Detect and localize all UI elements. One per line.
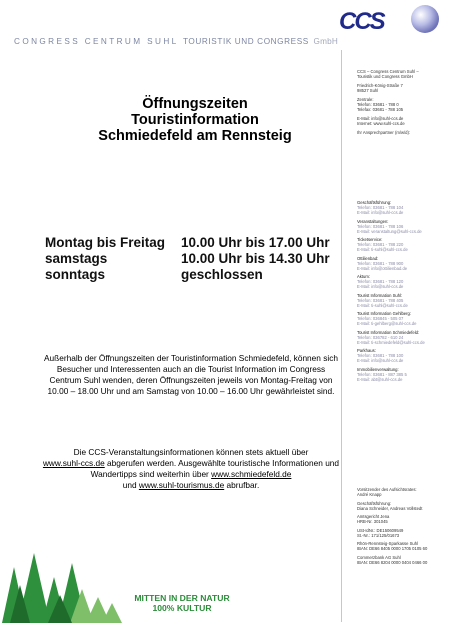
legal-block (357, 528, 447, 538)
contact-block (357, 274, 447, 289)
contact-block (357, 256, 447, 271)
contact-phone: Telefon: 03681 - 788 405 (357, 297, 404, 303)
contact-phone: Telefon: 03681 - 788 900 (357, 260, 404, 266)
contact-label: Tourist Information Schmiedefeld: (357, 329, 420, 335)
address-line: Zentrale: (357, 97, 374, 102)
hours-row (45, 251, 330, 267)
hours-time: 10.00 Uhr bis 17.00 Uhr (181, 235, 330, 250)
info-paragraph: Außerhalb der Öffnungszeiten der Touristinformation Schmiedefeld, können sich Besucher und Interessenten auch an die Tourist Information im Congress Centrum Suhl wenden, deren Öffnungszeiten jeweils von Montag-Freitag von 10.00 – 18.00 Uhr und am Samstag von 10.00 – 16.00 Uhr gewährleistet sind. (44, 353, 338, 396)
legal-block (357, 514, 447, 524)
title-line-2: Touristinformation (131, 112, 259, 128)
address-line: Internet: www.suhl-ccs.de (357, 121, 405, 126)
legal-line: HRB-Nr. 301045 (357, 519, 388, 524)
slogan-line-2: 100% KULTUR (152, 603, 212, 613)
legal-block (357, 501, 447, 511)
svg-text:CCS: CCS (339, 8, 384, 35)
legal-line: St.-Nr.: 171/125/01673 (357, 532, 400, 538)
contact-phone: Telefon: 03681 - 788 100 (357, 353, 404, 358)
legal-line: Rhön-Rennsteig-Sparkasse Suhl (357, 541, 418, 546)
contact-label: Tourist Information Suhl: (357, 292, 403, 298)
legal-line: Diana Schneider, Andreas Vollstedt (357, 505, 423, 511)
contact-block (357, 219, 447, 234)
address-line: 98527 Suhl (357, 88, 379, 93)
header-brand-line (14, 37, 374, 46)
legal-block (357, 487, 447, 497)
contact-email: E-Mail: info@suhl-ccs.de (357, 284, 404, 289)
hours-row (45, 235, 330, 251)
contact-phone: Telefon: 03681 - 788 106 (357, 223, 404, 229)
legal-line: IBAN: DE66 8405 0000 1705 0105 60 (357, 546, 428, 551)
address-line: Ihr Ansprechpartner (m/w/d): (357, 130, 411, 135)
link-schmiedefeld[interactable]: www.schmiedefeld.de (211, 469, 292, 479)
contact-email: E-Mail: info@ottilienbad.de (357, 265, 408, 271)
contact-phone: Telefon: 03681 - 788 120 (357, 279, 404, 284)
slogan (122, 593, 242, 613)
contact-email: E-Mail: ti-suhl@suhl-ccs.de (357, 302, 408, 308)
hours-day: sonntags (45, 267, 106, 282)
contact-email: E-Mail: veranstaltung@suhl-ccs.de (357, 228, 422, 234)
brand-name: CONGRESS CENTRUM SUHL (14, 37, 179, 46)
contact-label: Geschäftsführung: (357, 200, 392, 205)
hours-row (45, 267, 330, 283)
contact-phone: Telefon: 036782 - 610 24 (357, 334, 404, 340)
contact-label: Tourist Information Gehlberg: (357, 311, 411, 316)
link-suhl-tourismus[interactable]: www.suhl-tourismus.de (138, 480, 225, 490)
contact-label: Ottilienbad: (357, 255, 379, 261)
contact-label: Aktum: (357, 274, 371, 279)
link-suhl-ccs[interactable]: www.suhl-ccs.de (42, 458, 105, 468)
address-line: E-Mail: info@suhl-ccs.de (357, 116, 404, 121)
links-text: Die CCS-Veranstaltungsinformationen können stets aktuell über (73, 447, 309, 457)
contact-email: E-Mail: info@suhl-ccs.de (357, 358, 404, 363)
address-line: Touristik und Congress GmbH (357, 74, 413, 79)
contact-block (357, 348, 447, 363)
address-line: CCS – Congress Centrum Suhl – (357, 69, 419, 74)
legal-line: Vorsitzender des Aufsichtsrates: (357, 487, 417, 492)
title-line-1: Öffnungszeiten (142, 96, 248, 112)
sidebar-contacts (357, 200, 447, 385)
contact-block (357, 237, 447, 252)
legal-line: André Knapp (357, 492, 382, 497)
contact-phone: Telefon: 03681 - 788 104 (357, 205, 404, 210)
ccs-logo (331, 2, 443, 38)
page-title (60, 96, 330, 144)
contact-phone: Telefon: 036845 - 505 07 (357, 316, 404, 321)
sidebar-address (357, 69, 447, 135)
links-text: abrufbar. (224, 480, 260, 490)
company-suffix: GmbH (313, 37, 338, 46)
contact-label: Parkhaus: (357, 348, 376, 353)
hours-time: 10.00 Uhr bis 14.30 Uhr (181, 251, 330, 266)
hours-time: geschlossen (181, 267, 263, 282)
contact-email: E-Mail: ti-gehlberg@suhl-ccs.de (357, 321, 417, 326)
legal-line: IBAN: DE66 8204 0000 0404 0466 00 (357, 559, 428, 565)
links-paragraph (42, 447, 340, 491)
contact-phone: Telefon: 03681 - 788 220 (357, 242, 404, 247)
legal-line: USt-IdNr.: DE150609549 (357, 527, 404, 533)
contact-email: E-Mail: ti-suhl@suhl-ccs.de (357, 247, 408, 252)
links-text: abgerufen werden. Ausgewählte touristische Informationen und Wandertipps sind weiterhin über (90, 458, 340, 479)
legal-line: Geschäftsführung: (357, 500, 392, 506)
title-line-3: Schmiedefeld am Rennsteig (98, 128, 292, 144)
contact-block (357, 367, 447, 382)
contact-label: Immobilienverwaltung: (357, 366, 399, 372)
contact-email: E-Mail: ti-schmiedefeld@suhl-ccs.de (357, 339, 425, 345)
contact-block (357, 200, 447, 215)
hours-day: Montag bis Freitag (45, 235, 166, 250)
legal-block (357, 555, 447, 565)
opening-hours (45, 235, 330, 283)
contact-email: E-Mail: abt@suhl-ccs.de (357, 376, 403, 382)
contact-block (357, 293, 447, 308)
address-line: Telefax: 03681 - 788 105 (357, 107, 404, 112)
contact-email: E-Mail: info@suhl-ccs.de (357, 210, 404, 215)
address-line: Friedrich-König-Straße 7 (357, 83, 403, 88)
contact-block (357, 330, 447, 345)
company-name: TOURISTIK UND CONGRESS (182, 37, 309, 46)
contact-block (357, 311, 447, 326)
legal-line: Commerzbank AG Suhl (357, 554, 401, 560)
legal-line: Amtsgericht Jena (357, 514, 390, 519)
contact-label: Veranstaltungen: (357, 218, 389, 224)
contact-label: Ticketservice: (357, 237, 383, 242)
sidebar-legal (357, 487, 447, 568)
hours-day: samstags (45, 251, 108, 266)
legal-block (357, 541, 447, 551)
address-line: Telefon: 03681 - 788 0 (357, 102, 399, 107)
links-text: und (122, 480, 139, 490)
contact-phone: Telefon: 03681 - 887 385 5 (357, 371, 407, 377)
divider-line (341, 50, 342, 622)
slogan-line-1: MITTEN IN DER NATUR (134, 593, 230, 603)
